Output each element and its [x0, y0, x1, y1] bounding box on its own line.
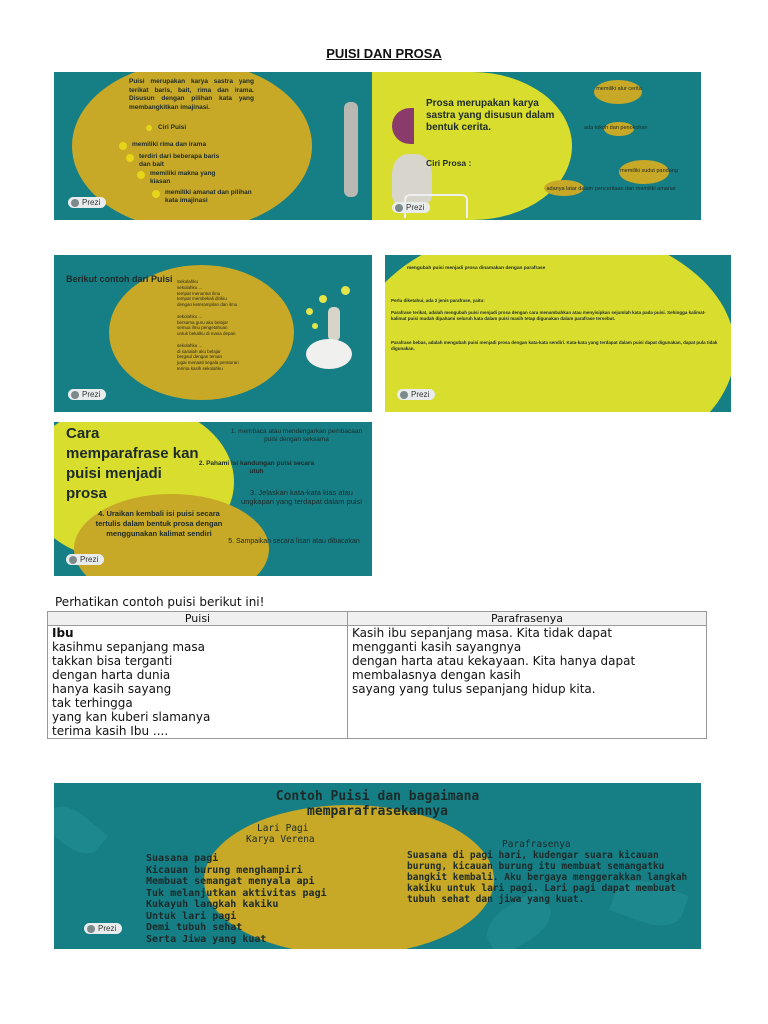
step-4: 4. Uraikan kembali isi puisi secara tertulis dalam bentuk prosa dengan menggunakan kalimat sendiri — [95, 509, 223, 538]
poem-line: semua ilmu pengetahuan — [177, 325, 228, 331]
poem-title: Lari Pagi — [257, 823, 309, 834]
poem-line: terima kasih sekolahku — [177, 365, 223, 371]
poem-line: Kukayuh langkah kakiku — [146, 899, 279, 910]
prosa-definition: Prosa merupakan karya sastra yang disusun dalam bentuk cerita. — [426, 98, 555, 133]
poem-line: Serta Jiwa yang kuat — [146, 933, 267, 945]
step-2: 2. Pahami isi kandungan puisi secara utuh — [198, 460, 315, 475]
coin-1 — [341, 286, 350, 295]
slide3-heading: mengubah puisi menjadi prosa dinamakan dengan parafrase — [407, 266, 546, 271]
poem-lari-pagi — [146, 853, 327, 945]
prezi-badge: Prezi — [84, 923, 122, 934]
step-5: 5. Sampaikan secara lisan atau dibacakan — [228, 538, 360, 545]
poem-title: Ibu — [52, 626, 74, 640]
ciri-bullet-3 — [137, 171, 145, 179]
poem-line: dengan harta dunia — [52, 668, 171, 682]
person-illustration — [328, 307, 340, 341]
poem-line: Demi tubuh sehat — [146, 922, 243, 933]
poem-line: Membuat semangat menyala api — [146, 876, 315, 887]
parafrase-text: Suasana di pagi hari, kudengar suara kicauan burung, kicauan burung itu membuat semangatku bangkit kembali. Aku bergaya menggerakkan langkah kakiku untuk lari pagi. Lari pagi dapat membuat tubuh sehat dan jiwa yang kuat. — [407, 850, 688, 905]
ciri-puisi-item-3: memiliki makna yang kiasan — [150, 170, 216, 185]
poem-line: hanya kasih sayang — [52, 682, 172, 696]
slide5-heading-1: Contoh Puisi dan bagaimana — [275, 789, 480, 804]
example-table — [47, 611, 707, 739]
ciri-puisi-item-2: terdiri dari beberapa baris dan bait — [139, 153, 220, 168]
poem-line: sekolahku ... — [177, 313, 203, 319]
poem-line: dengan keterampilan dan ilmu — [177, 302, 238, 308]
ciri-puisi-item-1: memiliki rima dan irama — [132, 141, 207, 148]
prosa-item-1: memiliki alur cerita — [596, 86, 642, 92]
parafrase-line: Kasih ibu sepanjang masa. Kita tidak dapat — [352, 626, 613, 640]
slide-puisi-prosa — [54, 72, 701, 220]
piggy-bank-icon — [306, 339, 352, 369]
slide-cara-parafrase — [54, 422, 372, 576]
poem-sekolahku — [177, 279, 287, 372]
example-intro: Perhatikan contoh puisi berikut ini! — [55, 595, 265, 609]
page-title: PUISI DAN PROSA — [326, 46, 442, 61]
poem-line: sekolahku ... — [177, 342, 203, 348]
poem-line: untuk bekalku di masa depan — [177, 331, 236, 337]
parafrase-line: membalasnya dengan kasih — [352, 668, 521, 682]
poem-line: yang kan kuberi slamanya — [52, 710, 211, 724]
ciri-puisi-item-4: memiliki amanat dan pilihan kata imajinasi — [165, 189, 252, 204]
prezi-badge: Prezi — [68, 389, 106, 400]
slide-parafrase — [385, 255, 731, 412]
coin-4 — [312, 323, 318, 329]
poem-line: takkan bisa terganti — [52, 654, 173, 668]
poem-line: tempat membekali dirikiu — [177, 296, 227, 302]
puisi-definition: Puisi merupakan karya sastra yang terikat baris, bait, rima dan irama. Disusun dengan pilihan kata yang membangkitkan imajinasi. — [129, 78, 254, 111]
poem-cell — [48, 626, 348, 739]
col-parafrase-header: Parafrasenya — [348, 612, 707, 626]
poem-line: Tuk melanjutkan aktivitas pagi — [146, 887, 327, 899]
slide5-heading-2: memparafrasekannya — [307, 804, 448, 819]
parafrase-label: Parafrasenya — [502, 839, 571, 850]
poem-lines — [52, 640, 343, 738]
ciri-bullet-2 — [126, 154, 134, 162]
col-puisi-header: Puisi — [48, 612, 348, 626]
parafrase-cell — [348, 626, 707, 739]
poem-line: terima kasih Ibu .... — [52, 724, 169, 738]
ciri-puisi-label: Ciri Puisi — [158, 124, 187, 131]
poem-line: kasihmu sepanjang masa — [52, 640, 205, 654]
prezi-badge-2: Prezi — [392, 202, 430, 213]
poem-line: jugai menaati segala peraturan — [177, 360, 239, 366]
slide-blob — [385, 255, 731, 412]
poem-line: di sanalah aku belajar — [177, 348, 221, 354]
ciri-bullet-4 — [152, 190, 160, 198]
slide-contoh-puisi — [54, 255, 372, 412]
poem-line: bergaul dengan teman — [177, 354, 223, 360]
poem-line: Kicauan burung menghampiri — [146, 864, 303, 876]
parafrase-line: mengganti kasih sayangnya — [352, 640, 522, 654]
step-3: 3. Jelaskan kata-kata kias atau ungkapan yang terdapat dalam puisi — [241, 488, 362, 506]
ciri-prosa-label: Ciri Prosa : — [426, 158, 472, 168]
prosa-item-2: ada tokoh dan penokohan — [584, 125, 648, 131]
prezi-badge: Prezi — [68, 197, 106, 208]
parafrase-line: dengan harta atau kekayaan. Kita hanya dapat — [352, 654, 636, 668]
parafrase-line: sayang yang tulus sepanjang hidup kita. — [352, 682, 596, 696]
poem-line: bersama guru aku belajar — [177, 319, 229, 325]
slide-contoh-parafrase — [54, 783, 701, 949]
poem-line: Suasana pagi — [146, 853, 219, 864]
prezi-badge: Prezi — [397, 389, 435, 400]
figure-illustration — [344, 102, 358, 197]
prosa-item-3: memiliki sudut pandang — [620, 168, 678, 174]
parafrase-lines — [352, 626, 702, 696]
slide3-para-2: Parafrase terikat, adalah mengubah puisi menjadi prosa dengan cara menambahkan atau menyisipkan sejumlah kata pada puisi. Sehingga kalimat-kalimat puisi mudah dipahami seluruh kata dalam puisi masih tetap digunakan dalam parafrase tersebut. — [391, 310, 706, 321]
poem-line: sekolahku ... — [177, 284, 203, 290]
slide4-heading: Cara memparafrase kan puisi menjadi prosa — [66, 425, 199, 502]
slide3-para-1: Perlu diketahui, ada 2 jenis parafrase, yaitu: — [391, 298, 485, 303]
poem-line: tak terhingga — [52, 696, 133, 710]
poem-line: Sekolahku — [177, 279, 199, 284]
ciri-bullet-1 — [119, 142, 127, 150]
ciri-puisi-bullet — [146, 125, 152, 131]
prosa-item-4: adanya latar dalam penceritaan dan memiliki amanat — [546, 186, 676, 192]
poem-line: Untuk lari pagi — [146, 910, 237, 922]
poem-author: Karya Verena — [246, 834, 315, 845]
slide2-heading: Berikut contoh dari Puisi — [66, 274, 173, 284]
coin-2 — [319, 295, 327, 303]
step-1: 1. membaca atau mendengarkan pembacaan puisi dengan seksama — [230, 428, 363, 443]
poem-line: tempat menuntut ilmu — [177, 290, 221, 296]
prezi-badge: Prezi — [66, 554, 104, 565]
slide3-para-3: Parafrase bebas, adalah mengubah puisi menjadi prosa dengan kata-kata sendiri. Kata-kata yang terdapat dalam puisi dapat digunakan, dapat pula tidak digunakan. — [391, 340, 718, 351]
coin-3 — [306, 308, 313, 315]
